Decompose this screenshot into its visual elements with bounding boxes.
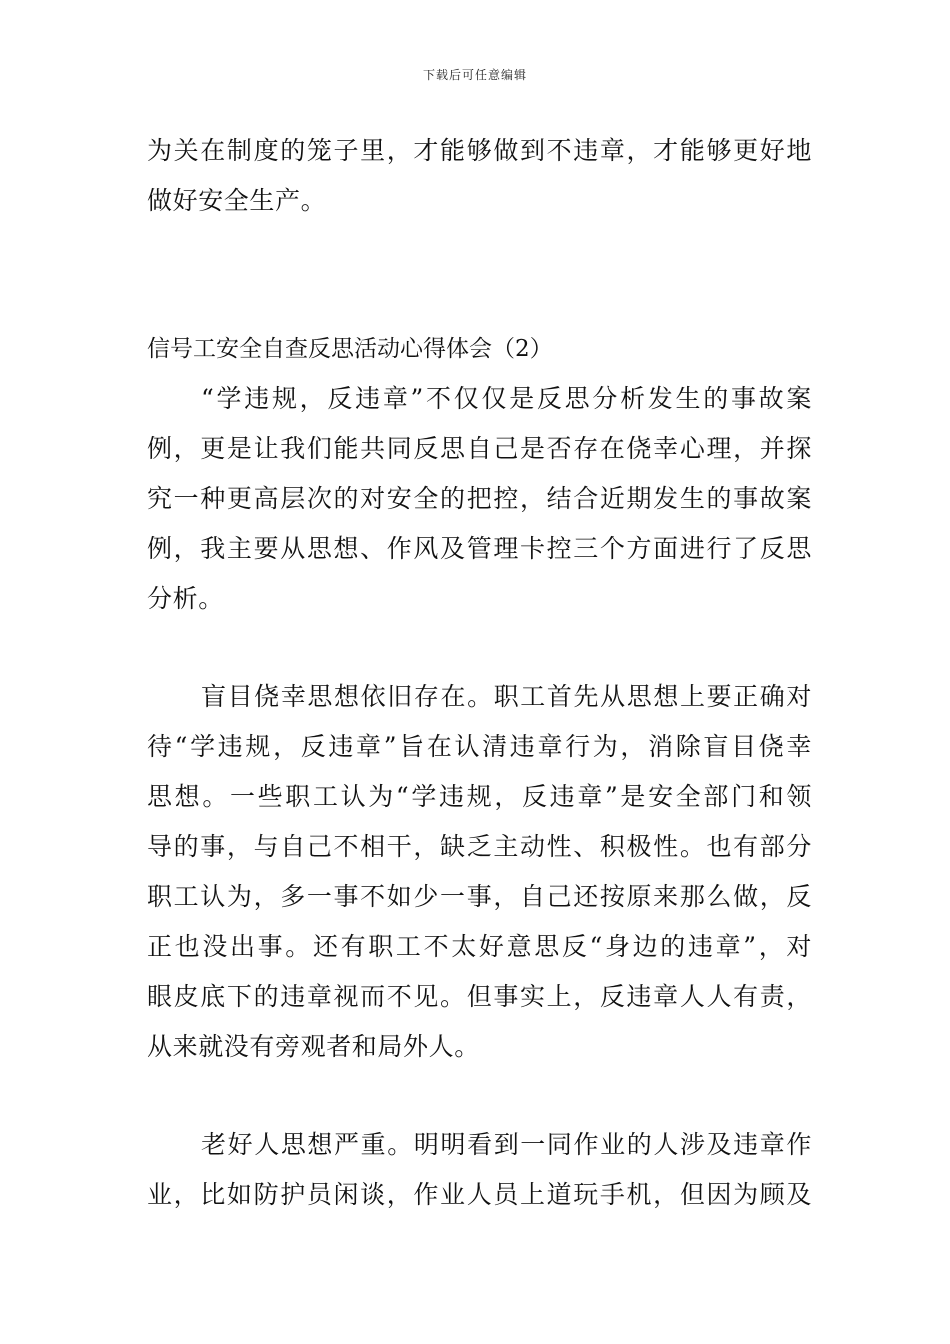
paragraph-2 [147, 672, 812, 1072]
section-title: 信号工安全自查反思活动心得体会（2） [147, 336, 553, 362]
paragraph-1 [147, 374, 812, 624]
paragraph-spacer [147, 1072, 812, 1120]
text-line: 例，更是让我们能共同反思自己是否存在侥幸心理，并探 [147, 434, 812, 463]
text-line: 导的事，与自己不相干，缺乏主动性、积极性。也有部分 [147, 832, 812, 861]
paragraph-3 [147, 1120, 812, 1220]
intro-paragraph [147, 126, 812, 226]
paragraph-spacer [147, 624, 812, 672]
text-line: 从来就没有旁观者和局外人。 [147, 1032, 480, 1061]
text-line: 待“学违规，反违章”旨在认清违章行为，消除盲目侥幸 [147, 732, 812, 761]
text-line: 做好安全生产。 [147, 186, 327, 215]
text-line: 究一种更高层次的对安全的把控，结合近期发生的事故案 [147, 484, 812, 513]
text-line: 老好人思想严重。明明看到一同作业的人涉及违章作 [201, 1130, 812, 1159]
document-body [147, 126, 812, 1220]
text-line: 眼皮底下的违章视而不见。但事实上，反违章人人有责， [147, 982, 812, 1011]
text-line: 业，比如防护员闲谈，作业人员上道玩手机，但因为顾及 [147, 1180, 812, 1209]
page-header-note: 下载后可任意编辑 [422, 68, 527, 82]
text-line: 正也没出事。还有职工不太好意思反“身边的违章”，对 [147, 932, 812, 961]
text-line: 盲目侥幸思想依旧存在。职工首先从思想上要正确对 [201, 682, 812, 711]
text-line: 分析。 [147, 584, 224, 613]
text-line: “学违规，反违章”不仅仅是反思分析发生的事故案 [201, 384, 812, 413]
paragraph-spacer [147, 226, 812, 324]
text-line: 思想。一些职工认为“学违规，反违章”是安全部门和领 [147, 782, 812, 811]
text-line: 例，我主要从思想、作风及管理卡控三个方面进行了反思 [147, 534, 812, 563]
text-line: 职工认为，多一事不如少一事，自己还按原来那么做，反 [147, 882, 812, 911]
text-line: 为关在制度的笼子里，才能够做到不违章，才能够更好地 [147, 136, 812, 165]
